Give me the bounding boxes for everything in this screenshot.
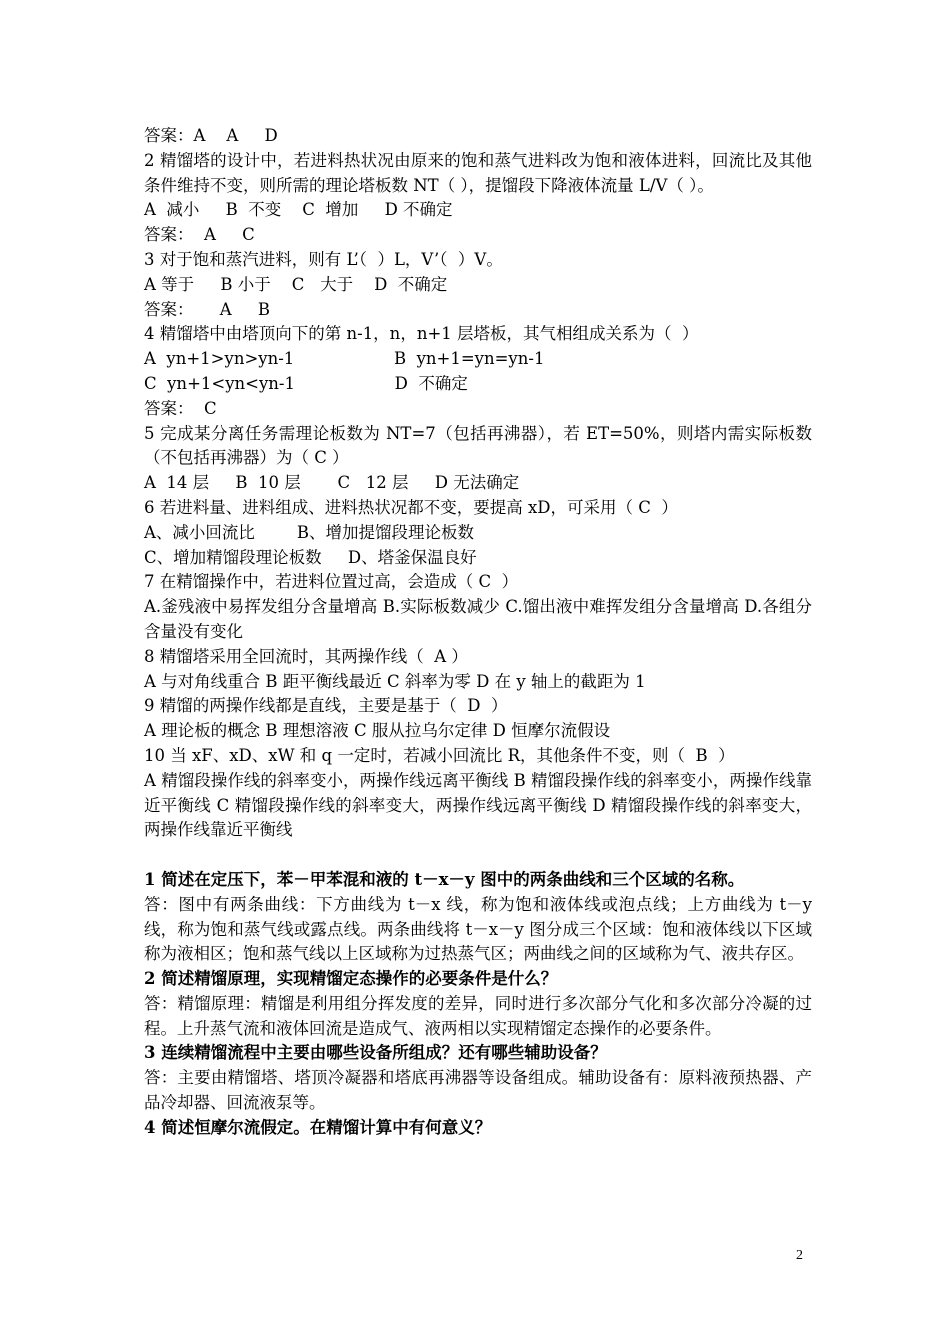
mc-options-4-cd: C yn+1<yn<yn-1 D 不确定 <box>144 373 468 393</box>
mc-answer-4: 答案： C <box>144 398 217 418</box>
sa-question-2: 2 简述精馏原理，实现精馏定态操作的必要条件是什么？ <box>144 969 558 989</box>
mc-question-3: 3 对于饱和蒸汽进料，则有 L’（ ）L，V’（ ）V。 <box>144 249 503 269</box>
mc-options-10: A 精馏段操作线的斜率变小，两操作线远离平衡线 B 精馏段操作线的斜率变小，两操作线靠近平衡线 C 精馏段操作线的斜率变大，两操作线远离平衡线 D 精馏段操作线的斜率变大，两操作线靠近平衡线 <box>144 770 812 840</box>
sa-question-3: 3 连续精馏流程中主要由哪些设备所组成？还有哪些辅助设备？ <box>144 1043 607 1063</box>
section-spacer <box>144 843 812 868</box>
sa-answer-2: 答：精馏原理：精馏是利用组分挥发度的差异，同时进行多次部分气化和多次部分冷凝的过程。上升蒸气流和液体回流是造成气、液两相以实现精馏定态操作的必要条件。 <box>144 993 812 1038</box>
mc-question-5: 5 完成某分离任务需理论板数为 NT=7（包括再沸器），若 ET=50%，则塔内需实际板数（不包括再沸器）为（ C ） <box>144 423 812 468</box>
mc-options-6-ab: A、减小回流比 B、增加提馏段理论板数 <box>144 522 474 542</box>
mc-options-9: A 理论板的概念 B 理想溶液 C 服从拉乌尔定律 D 恒摩尔流假设 <box>144 721 611 741</box>
mc-question-9: 9 精馏的两操作线都是直线，主要是基于（ D ） <box>144 696 508 716</box>
mc-options-3: A 等于 B 小于 C 大于 D 不确定 <box>144 274 448 294</box>
mc-options-6-cd: C、增加精馏段理论板数 D、塔釜保温良好 <box>144 547 477 567</box>
mc-question-7: 7 在精馏操作中，若进料位置过高，会造成（ C ） <box>144 572 519 592</box>
mc-question-10: 10 当 xF、xD、xW 和 q 一定时，若减小回流比 R，其他条件不变，则（ B ） <box>144 745 735 765</box>
mc-question-6: 6 若进料量、进料组成、进料热状况都不变，要提高 xD，可采用（ C ） <box>144 497 678 517</box>
mc-options-8: A 与对角线重合 B 距平衡线最近 C 斜率为零 D 在 y 轴上的截距为 1 <box>144 671 646 691</box>
mc-answer-2: 答案： A C <box>144 225 255 245</box>
page-number: 2 <box>796 1248 803 1263</box>
mc-question-8: 8 精馏塔采用全回流时，其两操作线（ A ） <box>144 646 468 666</box>
mc-options-4-ab: A yn+1>yn>yn-1 B yn+1=yn=yn-1 <box>144 349 545 369</box>
sa-question-4: 4 简述恒摩尔流假定。在精馏计算中有何意义？ <box>144 1117 492 1137</box>
sa-answer-3: 答：主要由精馏塔、塔顶冷凝器和塔底再沸器等设备组成。辅助设备有：原料液预热器、产品冷却器、回流液泵等。 <box>144 1068 812 1113</box>
mc-options-7: A.釜残液中易挥发组分含量增高 B.实际板数减少 C.馏出液中难挥发组分含量增高 D.各组分含量没有变化 <box>144 597 812 641</box>
mc-question-2: 2 精馏塔的设计中，若进料热状况由原来的饱和蒸气进料改为饱和液体进料，回流比及其他条件维持不变，则所需的理论塔板数 NT（ ），提馏段下降液体流量 L/V（ ）。 <box>144 150 812 195</box>
document-page <box>144 124 812 1141</box>
mc-answer-3: 答案： A B <box>144 299 270 319</box>
sa-question-1: 1 简述在定压下，苯－甲苯混和液的 t－x－y 图中的两条曲线和三个区域的名称。 <box>144 869 745 889</box>
sa-answer-1: 答：图中有两条曲线：下方曲线为 t－x 线，称为饱和液体线或泡点线；上方曲线为 t－y 线，称为饱和蒸气线或露点线。两条曲线将 t－x－y 图分成三个区域：饱和液体线以下区域称为液相区；饱和蒸气线以上区域称为过热蒸气区；两曲线之间的区域称为气、液共存区。 <box>144 894 812 964</box>
mc-answer-1: 答案：A A D <box>144 126 278 145</box>
mc-options-5: A 14 层 B 10 层 C 12 层 D 无法确定 <box>144 473 520 493</box>
mc-options-2: A 减小 B 不变 C 增加 D 不确定 <box>144 200 453 220</box>
mc-question-4: 4 精馏塔中由塔顶向下的第 n-1，n，n+1 层塔板，其气相组成关系为（ ） <box>144 324 699 344</box>
